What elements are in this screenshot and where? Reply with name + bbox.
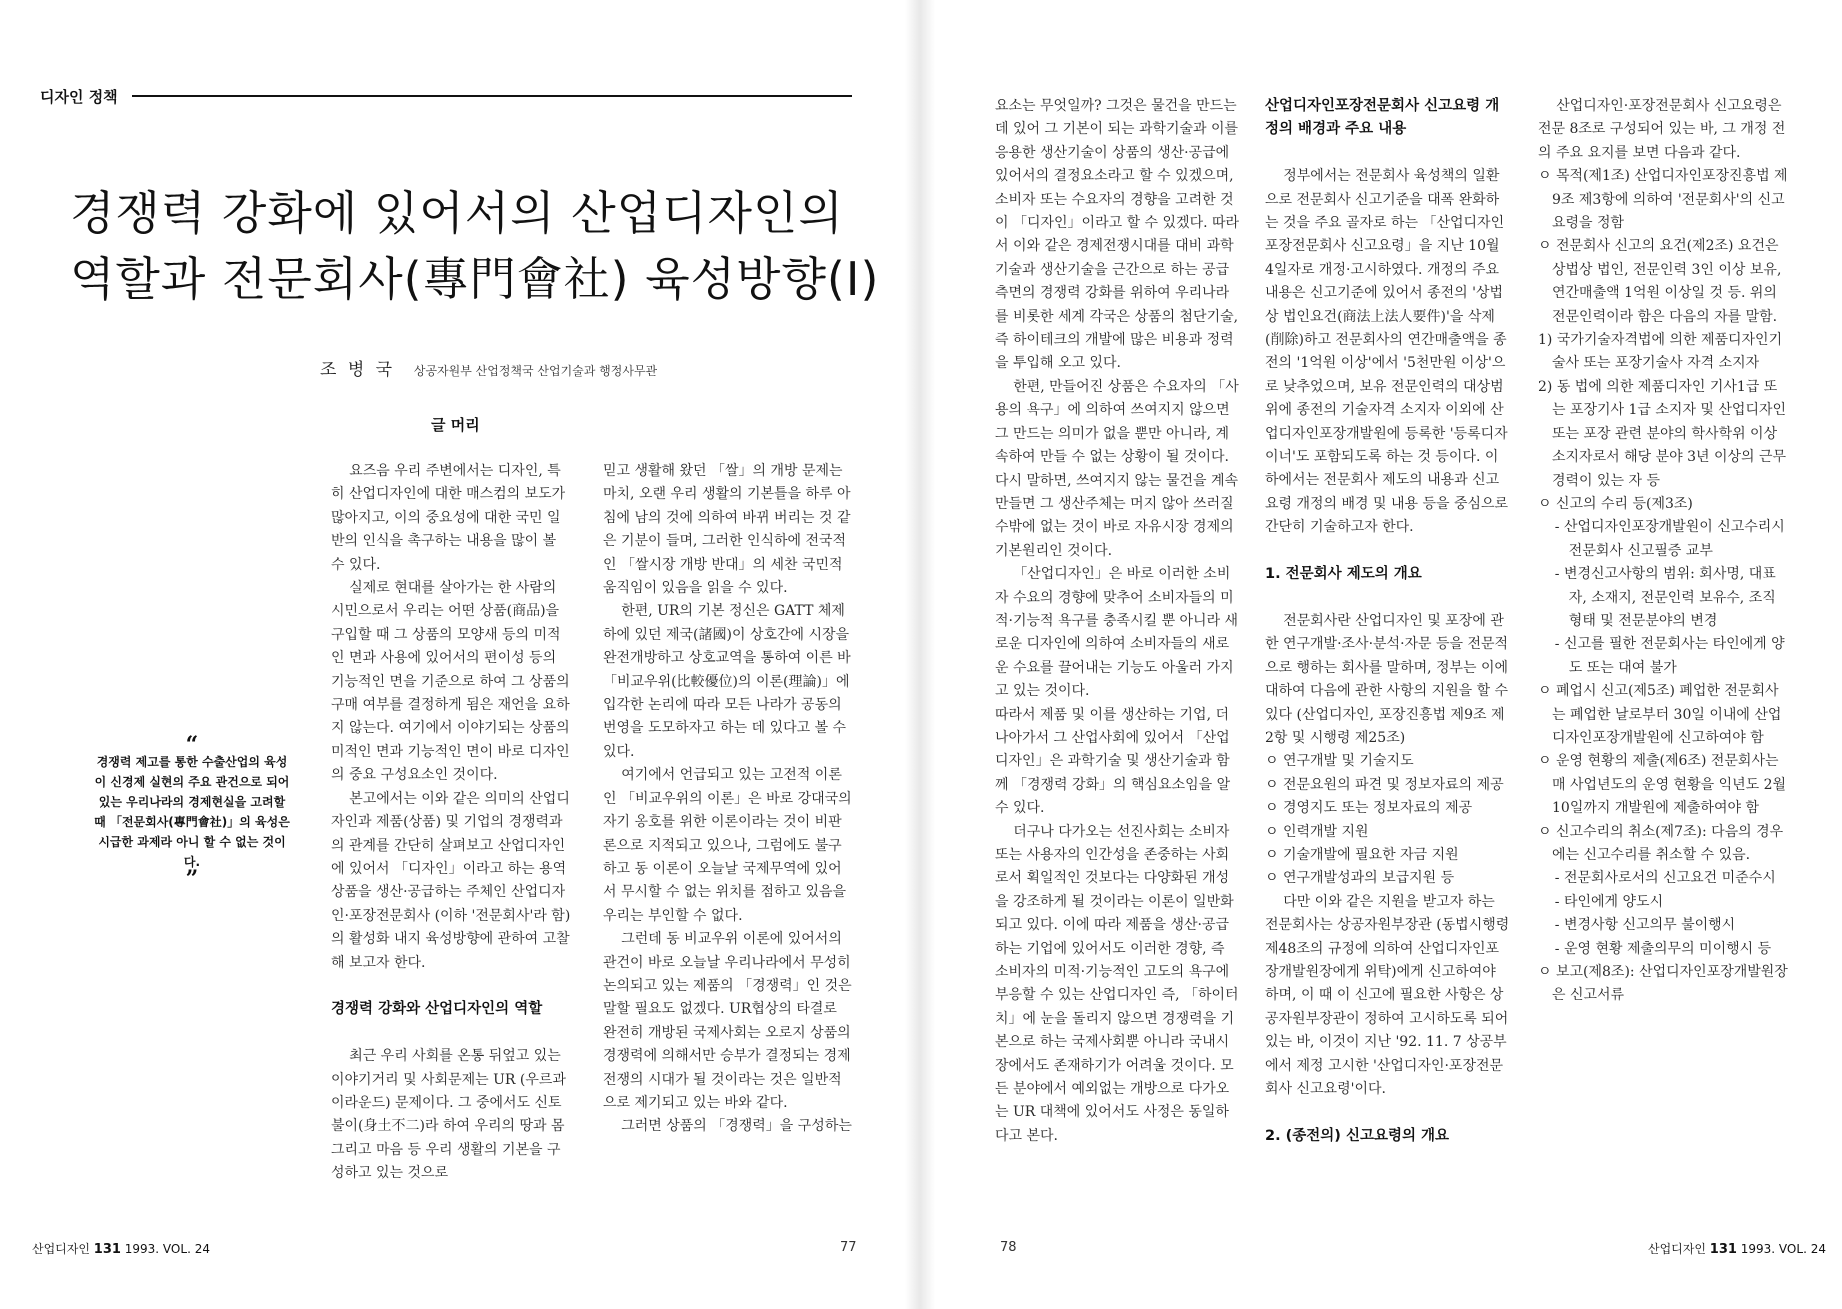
right-column-1 (995, 95, 1240, 1148)
pull-quote (92, 732, 292, 892)
left-column-2 (603, 460, 853, 1139)
list-item: 2) 동 법에 의한 제품디자인 기사1급 또는 포장기사 1급 소지자 및 산업디자인 또는 포장 관련 분야의 학사학위 이상 소지자로서 해당 분야 3년 이상의 근무경력이 있는 자 등 (1538, 378, 1787, 489)
list-item: ㅇ 신고의 수리 등(제3조) (1538, 495, 1693, 512)
list-item: ㅇ 보고(제8조): 산업디자인포장개발원장은 신고서류 (1538, 964, 1788, 1004)
left-column-1 (331, 460, 571, 1186)
header-rule (132, 95, 852, 97)
author-affiliation: 상공자원부 산업정책국 산업기술과 행정사무관 (413, 364, 658, 378)
paragraph: 본고에서는 이와 같은 의미의 산업디자인과 제품(상품) 및 기업의 경쟁력과의 관계를 간단히 살펴보고 산업디자인에 있어서 「디자인」이라고 하는 용역상품을 생산·공급하는 주체인 산업디자인·포장전문회사 (이하 '전문회사'라 함)의 활성화 내지 육성방향에 관하여 고찰해 보고자 한다. (331, 790, 571, 971)
paragraph: 요소는 무엇일까? 그것은 물건을 만드는 데 있어 그 기본이 되는 과학기술과 이를 응용한 생산기술이 상품의 생산·공급에 있어서의 결정요소라고 할 수 있겠으며, 소비자 또는 수요자의 경향을 고려한 것이 「디자인」이라고 할 수 있겠다. 따라서 이와 같은 경제전쟁시대를 대비 과학기술과 생산기술을 근간으로 하는 공급측면의 경쟁력 강화를 위하여 우리나라를 비롯한 세계 각국은 상품의 첨단기술, 즉 하이테크의 개발에 많은 비용과 정력을 투입해 오고 있다. (995, 98, 1240, 372)
list-item: - 변경사항 신고의무 불이행시 (1554, 917, 1736, 934)
paragraph: 그런데 동 비교우위 이론에 있어서의 관건이 바로 오늘날 우리나라에서 무성히 논의되고 있는 제품의 「경쟁력」인 것은 말할 필요도 없겠다. UR협상의 타결로 완전히 개방된 국제사회는 오로지 상품의 경쟁력에 의해서만 승부가 결정되는 경제전쟁의 시대가 될 것이라는 것은 일반적으로 제기되고 있는 바와 같다. (603, 931, 852, 1111)
folio-magazine: 산업디자인 (32, 1242, 90, 1256)
section-label: 디자인 정책 (40, 88, 118, 106)
heading-system: 1. 전문회사 제도의 개요 (1265, 566, 1422, 583)
folio-year: 1993. VOL. 24 (1740, 1242, 1826, 1256)
list-item: - 산업디자인포장개발원이 신고수리시 전문회사 신고필증 교부 (1554, 519, 1785, 559)
page-gutter (905, 0, 935, 1309)
heading-intro: 글 머리 (431, 416, 480, 434)
paragraph: 산업디자인·포장전문회사 신고요령은 전문 8조로 구성되어 있는 바, 그 개정 전의 주요 요지를 보면 다음과 같다. (1538, 98, 1786, 161)
list-item: ㅇ 목적(제1조) 산업디자인포장진흥법 제9조 제3항에 의하여 '전문회사'의 신고요령을 정함 (1538, 168, 1788, 232)
folio-left (32, 1240, 210, 1257)
list-item: ㅇ 인력개발 지원 (1265, 823, 1369, 840)
right-column-3 (1538, 95, 1788, 1008)
folio-issue: 131 (1709, 1242, 1737, 1257)
folio-right (1648, 1240, 1826, 1257)
list-item: ㅇ 운영 현황의 제출(제6조) 전문회사는 매 사업년도의 운영 현황을 익년도 2월 10일까지 개발원에 제출하여야 함 (1538, 753, 1787, 817)
list-item: ㅇ 신고수리의 취소(제7조): 다음의 경우에는 신고수리를 취소할 수 있음. (1538, 823, 1784, 863)
article-title (70, 180, 900, 312)
paragraph: 정부에서는 전문회사 육성책의 일환으로 전문회사 신고기준을 대폭 완화하는 것을 주요 골자로 하는 「산업디자인포장전문회사 신고요령」을 지난 10월 4일자로 개정·고시하였다. 개정의 주요 내용은 신고기준에 있어서 종전의 '상법상 법인요건(商法上法人要件)'을 삭제(削除)하고 전문회사의 연간매출액을 종전의 '1억원 이상'에서 '5천만원 이상'으로 낮추었으며, 보유 전문인력의 대상범위에 종전의 기술자격 소지자 이외에 산업디자인포장개발원에 등록한 '등록디자이너'도 포함되도록 하는 것 등이다. 이하에서는 전문회사 제도의 내용과 신고요령 개정의 배경 및 내용 등을 중심으로 간단히 기술하고자 한다. (1265, 168, 1509, 536)
list-item: ㅇ 전문요원의 파견 및 정보자료의 제공 (1265, 776, 1504, 793)
byline (320, 355, 657, 380)
paragraph: 믿고 생활해 왔던 「쌀」의 개방 문제는 마치, 오랜 우리 생활의 기본틀을 하루 아침에 남의 것에 의하여 바뀌 버리는 것 같은 기분이 들며, 그러한 인식하에 전국적인 「쌀시장 개방 반대」의 세찬 국민적 움직임이 있음을 읽을 수 있다. (603, 463, 851, 597)
folio-year: 1993. VOL. 24 (124, 1242, 210, 1256)
list-item: - 전문회사로서의 신고요건 미준수시 (1554, 870, 1776, 887)
list-item: ㅇ 폐업시 신고(제5조) 폐업한 전문회사는 폐업한 날로부터 30일 이내에 산업디자인포장개발원에 신고하여야 함 (1538, 683, 1782, 746)
heading-reform: 산업디자인포장전문회사 신고요령 개정의 배경과 주요 내용 (1265, 98, 1500, 138)
paragraph: 더구나 다가오는 선진사회는 소비자 또는 사용자의 인간성을 존중하는 사회로서 획일적인 것보다는 다양화된 개성을 강조하게 될 것이라는 이론이 일반화되고 있다. 이에 따라 제품을 생산·공급하는 기업에 있어서도 이러한 경향, 즉 소비자의 미적·기능적인 고도의 욕구에 부응할 수 있는 산업디자인 즉, 「하이터치」에 눈을 돌리지 않으면 경쟁력을 기본으로 하는 국제사회뿐 아니라 국내시장에서도 존재하기가 어려울 것이다. 모든 분야에서 예외없는 개방으로 다가오는 UR 대책에 있어서도 사정은 동일하다고 본다. (995, 823, 1239, 1144)
paragraph: 여기에서 언급되고 있는 고전적 이론인 「비교우위의 이론」은 바로 강대국의 자기 옹호를 위한 이론이라는 것이 비판론으로 지적되고 있으나, 그럼에도 불구하고 동 이론이 오늘날 국제무역에 있어서 무시할 수 없는 위치를 점하고 있음을 우리는 부인할 수 없다. (603, 767, 852, 924)
folio-issue: 131 (93, 1242, 121, 1257)
heading-competition: 경쟁력 강화와 산업디자인의 역할 (331, 1001, 543, 1018)
author-name: 조 병 국 (320, 360, 396, 380)
open-quote-icon: “ (185, 732, 199, 758)
list-item: - 신고를 필한 전문회사는 타인에게 양도 또는 대여 불가 (1554, 636, 1785, 676)
article-title-line-2: 역할과 전문회사(專門會社) 육성방향(Ⅰ) (70, 252, 880, 306)
paragraph: 「산업디자인」은 바로 이러한 소비자 수요의 경향에 맞추어 소비자들의 미적·기능적 욕구를 충족시킬 뿐 아니라 새로운 디자인에 의하여 소비자들의 새로운 수요를 끌어내는 기능도 아울러 가지고 있는 것이다. (995, 566, 1239, 700)
right-column-2 (1265, 95, 1510, 1148)
paragraph: 요즈음 우리 주변에서는 디자인, 특히 산업디자인에 대한 매스컴의 보도가 많아지고, 이의 중요성에 대한 국민 일반의 인식을 촉구하는 내용을 많이 볼 수 있다. (331, 463, 566, 573)
list-item: - 운영 현황 제출의무의 미이행시 등 (1554, 940, 1772, 957)
close-quote-icon: ” (185, 866, 199, 892)
list-item: 1) 국가기술자격법에 의한 제품디자인기술사 또는 포장기술사 자격 소지자 (1538, 332, 1783, 372)
pull-quote-text: 경쟁력 제고를 통한 수출산업의 육성이 신경제 실현의 주요 관건으로 되어 있는 우리나라의 경제현실을 고려할 때 「전문회사(專門會社)」의 육성은 시급한 과제라 아니 할 수 없는 것이다. (94, 755, 290, 869)
list-item: ㅇ 전문회사 신고의 요건(제2조) 요건은 상법상 법인, 전문인력 3인 이상 보유, 연간매출액 1억원 이상일 것 등. 위의 전문인력이라 함은 다음의 자를 말함. (1538, 238, 1782, 325)
paragraph: 따라서 제품 및 이를 생산하는 기업, 더 나아가서 그 산업사회에 있어서 「산업디자인」은 과학기술 및 생산기술과 함께 「경쟁력 강화」의 핵심요소임을 알 수 있다. (995, 706, 1231, 817)
paragraph: 그러면 상품의 「경쟁력」을 구성하는 (621, 1118, 852, 1135)
paragraph: 한편, UR의 기본 정신은 GATT 체제하에 있던 제국(諸國)이 상호간에 시장을 완전개방하고 상호교역을 통하여 이른 바 「비교우위(比較優位)의 이론(理論)」에 입각한 논리에 따라 모든 나라가 공동의 번영을 도모하자고 하는 데 있다고 볼 수 있다. (603, 603, 851, 760)
paragraph: 한편, 만들어진 상품은 수요자의 「사용의 욕구」에 의하여 쓰여지지 않으면 그 만드는 의미가 없을 뿐만 아니라, 계속하여 만들 수 없는 상황이 될 것이다. 다시 말하면, 쓰여지지 않는 물건을 계속 만들면 그 생산주체는 머지 않아 쓰러질 수밖에 없는 것이 바로 자유시장 경제의 기본원리인 것이다. (995, 378, 1239, 559)
paragraph: 전문회사란 산업디자인 및 포장에 관한 연구개발·조사·분석·자문 등을 전문적으로 행하는 회사를 말하며, 정부는 이에 대하여 다음에 관한 사항의 지원을 할 수 있다 (산업디자인, 포장진흥법 제9조 제2항 및 시행령 제25조) (1265, 612, 1509, 746)
paragraph: 최근 우리 사회를 온통 뒤엎고 있는 이야기거리 및 사회문제는 UR (우르과이라운드) 문제이다. 그 중에서도 신토불이(身土不二)라 하여 우리의 땅과 몸 그리고 마음 등 우리 생활의 기본을 구성하고 있는 것으로 (331, 1048, 566, 1182)
page-number-left: 77 (840, 1240, 857, 1255)
article-title-line-1: 경쟁력 강화에 있어서의 산업디자인의 (70, 186, 844, 240)
provision-list (1538, 165, 1788, 1008)
page-number-right: 78 (1000, 1240, 1017, 1255)
list-item: ㅇ 기술개발에 필요한 자금 지원 (1265, 846, 1459, 863)
list-item: - 변경신고사항의 범위: 회사명, 대표자, 소재지, 전문인력 보유수, 조직 형태 및 전문분야의 변경 (1554, 566, 1776, 629)
list-item: ㅇ 경영지도 또는 정보자료의 제공 (1265, 800, 1473, 817)
paragraph: 실제로 현대를 살아가는 한 사람의 시민으로서 우리는 어떤 상품(商品)을 구입할 때 그 상품의 모양새 등의 미적인 면과 사용에 있어서의 편이성 등의 기능적인 면을 기준으로 하여 그 상품의 구매 여부를 결정하게 됨은 재언을 요하지 않는다. 여기에서 이야기되는 상품의 미적인 면과 기능적인 면이 바로 디자인의 중요 구성요소인 것이다. (331, 580, 570, 784)
list-item: ㅇ 연구개발 및 기술지도 (1265, 753, 1414, 770)
heading-previous: 2. (종전의) 신고요령의 개요 (1265, 1127, 1450, 1144)
list-item: - 타인에게 양도시 (1554, 893, 1664, 910)
folio-magazine: 산업디자인 (1648, 1242, 1706, 1256)
paragraph: 다만 이와 같은 지원을 받고자 하는 전문회사는 상공자원부장관 (동법시행령 제48조의 규정에 의하여 산업디자인포장개발원장에게 위탁)에게 신고하여야 하며, 이 때 이 신고에 필요한 사항은 상공자원부장관이 정하여 고시하도록 되어 있는 바, 이것이 지난 '92. 11. 7 상공부에서 제정 고시한 '산업디자인·포장전문회사 신고요령'이다. (1265, 893, 1510, 1098)
list-item: ㅇ 연구개발성과의 보급지원 등 (1265, 870, 1455, 887)
